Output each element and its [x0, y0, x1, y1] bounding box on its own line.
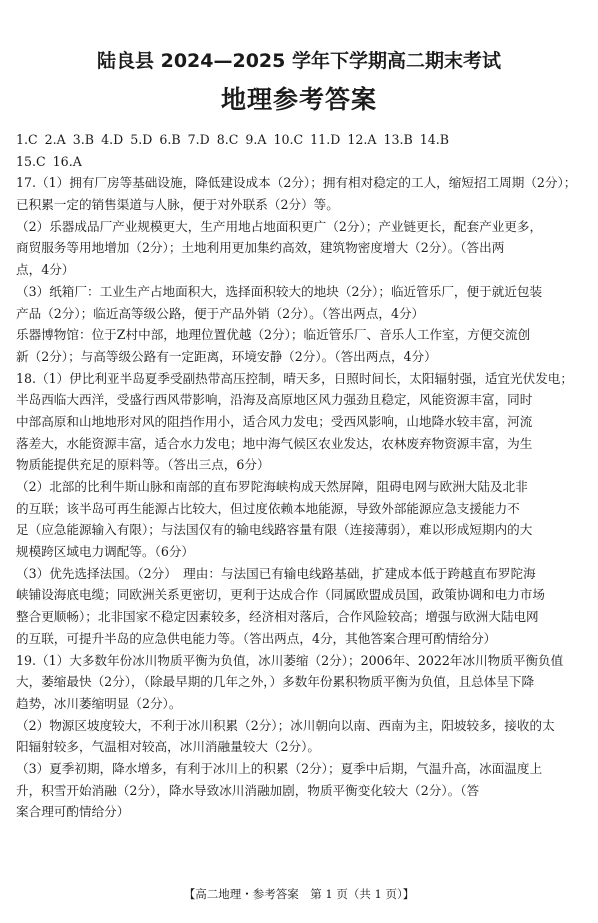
mc-answer: 2.A	[44, 132, 66, 147]
mc-answer: 14.B	[419, 132, 450, 147]
answer-line: 新（2分）；与高等级公路有一定距离，环境安静（2分）。（答出两点，4分）	[16, 348, 437, 364]
answer-line: （3）优先选择法国。（2分） 理由：与法国已有输电线路基础，扩建成本低于跨越直布罗陀海	[16, 565, 536, 581]
answer-line: 已积累一定的销售渠道与人脉，便于对外联系（2分）等。	[16, 197, 339, 213]
answer-line: 趋势，冰川萎缩明显（2分）。	[16, 695, 182, 711]
answer-line: 产品（2分）；临近高等级公路，便于产品外销（2分）。（答出两点，4分）	[16, 305, 425, 321]
mc-answer: 15.C	[16, 153, 46, 169]
answer-line: 的互联；该半岛可再生能源占比较大，但过度依赖本地能源，导致外部能源应急支援能力不	[16, 500, 520, 516]
answer-line: 升，积雪开始消融（2分），降水导致冰川消融加剧，物质平衡变化较大（2分）。（答	[16, 782, 480, 798]
question-17-answer	[16, 172, 583, 367]
mc-answer: 3.B	[72, 132, 95, 147]
mc-answer: 9.A	[245, 132, 267, 147]
answer-line: 的互联，可提升半岛的应急供电能力等。（答出两点，4分，其他答案合理可酌情给分）	[16, 630, 497, 646]
answer-line: 落差大，水能资源丰富，适合水力发电；地中海气候区农业发达，农林废弃物资源丰富，为生	[16, 435, 533, 451]
answer-line: 17.（1）拥有厂房等基础设施，降低建设成本（2分）；拥有相对稳定的工人，缩短招工周期（2分）；	[16, 175, 577, 191]
mc-answer: 4.D	[101, 132, 124, 147]
exam-title: 陆良县 2024—2025 学年下学期高二期末考试	[97, 50, 501, 72]
answer-line: 大，萎缩最快（2分），（除最早期的几年之外，）多数年份累积物质平衡为负值，且总体呈下降	[16, 674, 535, 690]
question-19-answer	[16, 650, 583, 824]
mc-answer: 12.A	[347, 132, 377, 147]
mc-answer: 8.C	[216, 132, 239, 147]
answer-line: 峡铺设海底电缆；同欧洲关系更密切，更利于达成合作（同属欧盟成员国，政策协调和电力市场	[16, 587, 545, 603]
answer-key-title: 地理参考答案	[220, 85, 377, 114]
answer-line: （3）夏季初期，降水增多，有利于冰川上的积累（2分）；夏季中后期，气温升高，冰面温度上	[16, 760, 543, 776]
answer-line: （2）物源区坡度较大，不利于冰川积累（2分）；冰川朝向以南、西南为主，阳坡较多，接收的太	[16, 717, 555, 733]
mc-answers-line-2	[16, 151, 583, 173]
question-18-answer	[16, 368, 583, 650]
answer-line: 足（应急能源输入有限）；与法国仅有的输电线路容量有限（连接薄弱），难以形成短期内的大	[16, 522, 533, 538]
answer-line: 19.（1）大多数年份冰川物质平衡为负值，冰川萎缩（2分）；2006年、2022年冰川物质平衡负值	[16, 652, 564, 668]
answer-line: 点，4分）	[16, 262, 75, 278]
answer-line: 18.（1）伊比利亚半岛夏季受副热带高压控制，晴天多，日照时间长，太阳辐射强，适宜光伏发电；	[16, 370, 573, 386]
answer-line: 阳辐射较多，气温相对较高，冰川消融量较大（2分）。	[16, 739, 320, 755]
answer-line: 整合更顺畅）；北非国家不稳定因素较多，经济相对落后，合作风险较高；增强与欧洲大陆电网	[16, 609, 539, 625]
answer-line: 规模跨区域电力调配等。（6分）	[16, 544, 195, 560]
answer-line: 案合理可酌情给分）	[16, 804, 130, 820]
page-footer: 【高二地理・参考答案 第 1 页（共 1 页）】	[183, 887, 415, 901]
mc-answers-line-1	[16, 129, 583, 151]
answer-line: （3）纸箱厂：工业生产占地面积大，选择面积较大的地块（2分）；临近管乐厂，便于就近包装	[16, 283, 543, 299]
answer-line: （2）乐器成品厂产业规模更大，生产用地占地面积更广（2分）；产业链更长，配套产业更多，	[16, 218, 543, 234]
answer-line: 半岛西临大西洋，受盛行西风带影响，沿海及高原地区风力强劲且稳定，风能资源丰富，同时	[16, 392, 533, 408]
answer-body	[16, 129, 583, 823]
answer-line: 物质能提供充足的原料等。（答出三点，6分）	[16, 457, 270, 473]
answer-line: 中部高原和山地地形对风的阻挡作用小，适合风力发电；受西风影响，山地降水较丰富，河流	[16, 413, 533, 429]
answer-line: 乐器博物馆：位于Z村中部，地理位置优越（2分）；临近管乐厂、音乐人工作室，方便交流创	[16, 327, 531, 343]
mc-answer: 7.D	[187, 132, 210, 147]
answer-line: （2）北部的比利牛斯山脉和南部的直布罗陀海峡构成天然屏障，阻碍电网与欧洲大陆及北非	[16, 479, 528, 494]
answer-line: 商贸服务等用地增加（2分）；土地利用更加集约高效，建筑物密度增大（2分）。（答出两	[16, 240, 505, 256]
mc-answer: 5.D	[130, 132, 153, 147]
mc-answer: 13.B	[383, 132, 413, 147]
mc-answer: 1.C	[16, 132, 38, 147]
mc-answer: 10.C	[273, 132, 304, 147]
mc-answer: 11.D	[310, 132, 341, 147]
mc-answer: 6.B	[159, 132, 181, 147]
mc-answer: 16.A	[52, 153, 82, 169]
